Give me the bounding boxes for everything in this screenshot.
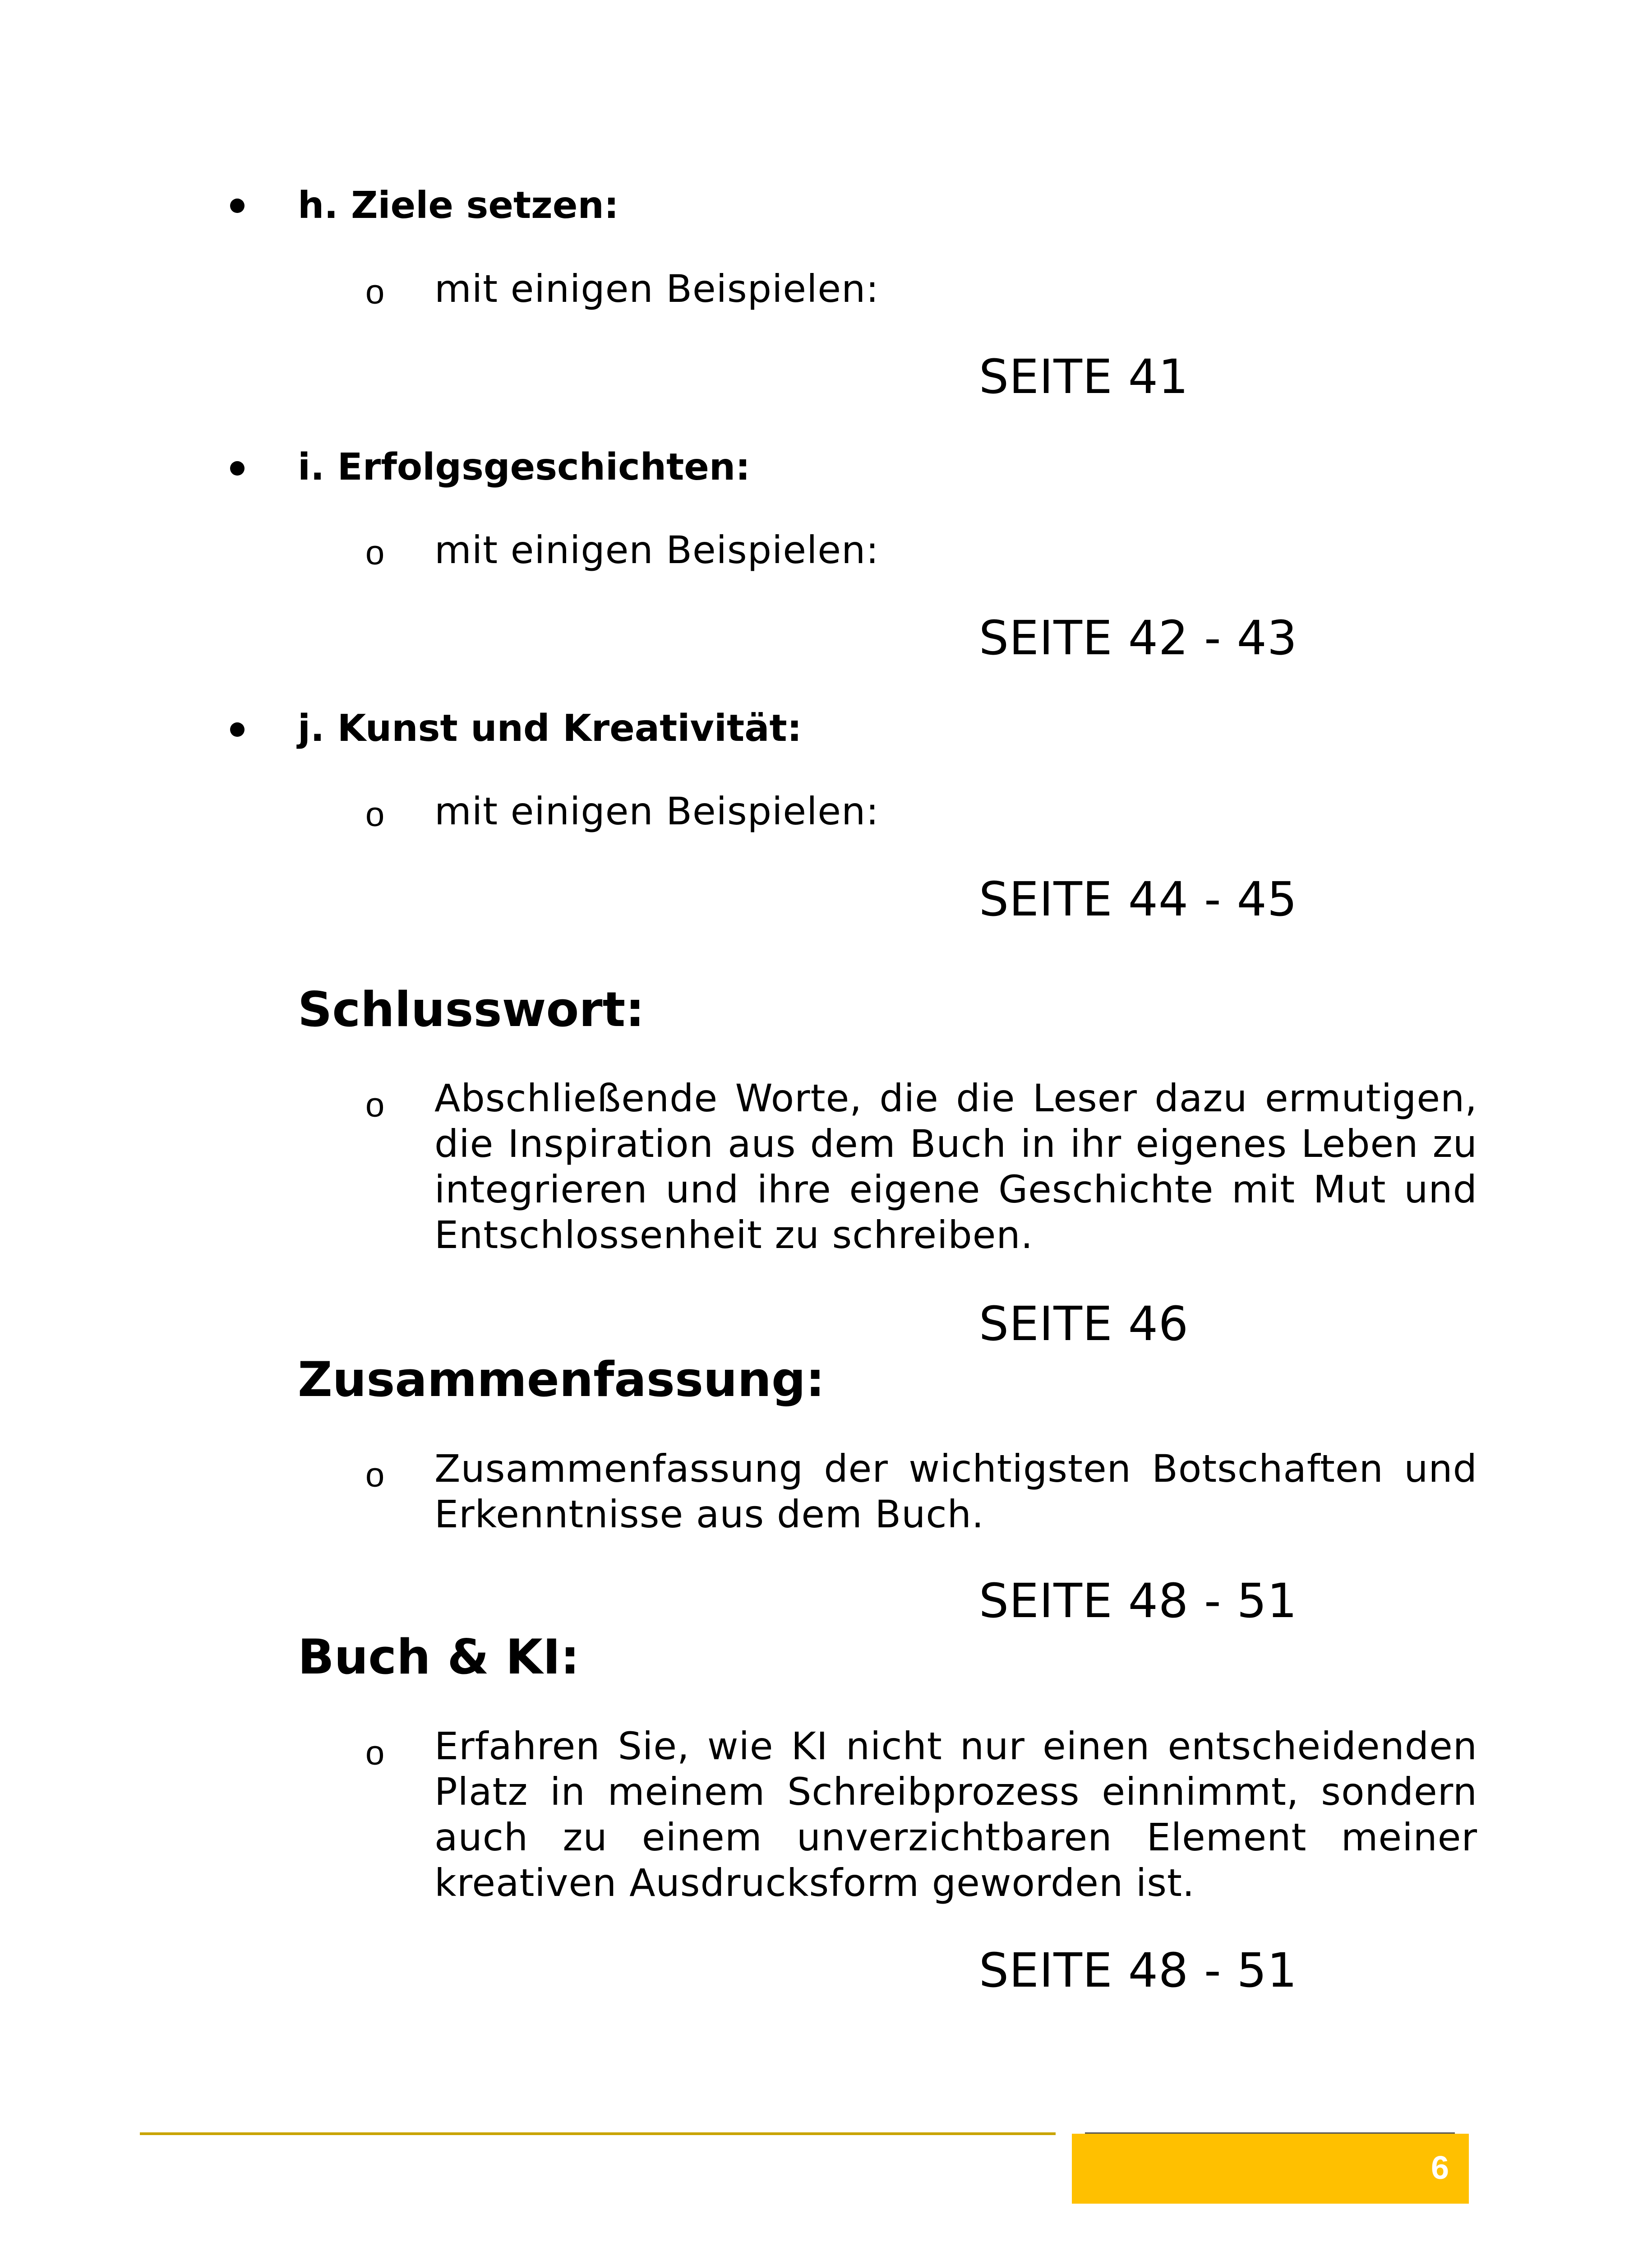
page-reference: SEITE 48 - 51: [979, 1943, 1298, 1998]
page-reference: SEITE 48 - 51: [979, 1573, 1298, 1628]
page-reference: SEITE 46: [979, 1296, 1189, 1351]
footer-rule: [140, 2132, 1056, 2135]
section-heading: Zusammenfassung:: [298, 1352, 825, 1407]
sub-bullet-icon: o: [365, 1734, 385, 1772]
toc-item-title: j. Kunst und Kreativität:: [298, 707, 802, 750]
section-text: Abschließende Worte, die die Leser dazu ermutigen, die Inspiration aus dem Buch in ihr eigenes Leben zu integrieren und ihre eigene Geschichte mit Mut und Entschlossenheit zu schreiben.: [434, 1076, 1477, 1257]
toc-item-subtitle: mit einigen Beispielen:: [434, 267, 879, 311]
section-heading: Schlusswort:: [298, 982, 645, 1037]
page-number-box: [1072, 2134, 1469, 2204]
sub-bullet-icon: o: [365, 795, 385, 834]
toc-item-subtitle: mit einigen Beispielen:: [434, 789, 879, 833]
section-heading: Buch & KI:: [298, 1629, 580, 1685]
toc-item-title: i. Erfolgsgeschichten:: [298, 446, 751, 489]
bullet-icon: [230, 199, 245, 213]
bullet-icon: [230, 461, 245, 476]
page-reference: SEITE 41: [979, 349, 1189, 404]
sub-bullet-icon: o: [365, 273, 385, 311]
page-number: 6: [1431, 2150, 1449, 2186]
sub-bullet-icon: o: [365, 534, 385, 572]
sub-bullet-icon: o: [365, 1456, 385, 1494]
toc-item-title: h. Ziele setzen:: [298, 184, 619, 227]
bullet-icon: [230, 722, 245, 737]
section-text: Zusammenfassung der wichtigsten Botschaften und Erkenntnisse aus dem Buch.: [434, 1447, 1477, 1536]
toc-item-subtitle: mit einigen Beispielen:: [434, 528, 879, 572]
page-reference: SEITE 42 - 43: [979, 610, 1298, 666]
section-text: Erfahren Sie, wie KI nicht nur einen entscheidenden Platz in meinem Schreibprozess einnimmt, sondern auch zu einem unverzichtbaren Element meiner kreativen Ausdrucksform geworden ist.: [434, 1724, 1477, 1905]
page-reference: SEITE 44 - 45: [979, 872, 1298, 927]
sub-bullet-icon: o: [365, 1086, 385, 1124]
